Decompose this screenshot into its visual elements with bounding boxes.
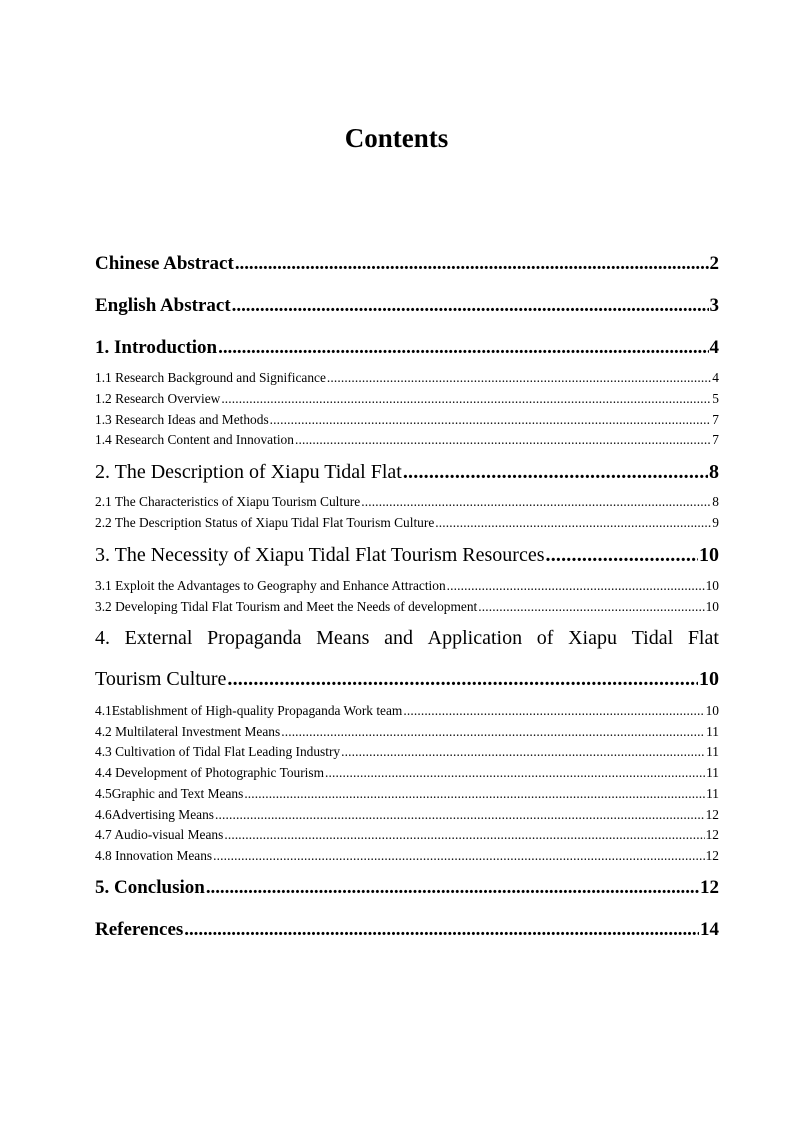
toc-entry-label: 2.1 The Characteristics of Xiapu Tourism Culture [95, 494, 361, 509]
toc-entry-page: 12 [705, 807, 719, 822]
toc-entry-english-abstract[interactable] [95, 294, 719, 318]
dot-leader [478, 598, 704, 616]
toc-entry-label: 4.2 Multilateral Investment Means [95, 724, 281, 739]
dot-leader [403, 459, 708, 485]
toc-entry-chinese-abstract[interactable] [95, 252, 719, 276]
toc-entry-conclusion[interactable] [95, 876, 719, 900]
dot-leader [403, 702, 704, 720]
dot-leader [447, 577, 705, 595]
dot-leader [213, 847, 704, 865]
toc-entry-page: 12 [705, 827, 719, 842]
toc-entry-label: 1.1 Research Background and Significance [95, 370, 326, 385]
toc-entry-page: 11 [706, 786, 719, 801]
toc-subentry-3-1[interactable] [95, 577, 719, 595]
toc-entry-label: 4.5Graphic and Text Means [95, 786, 244, 801]
dot-leader [435, 514, 711, 532]
toc-entry-label: 3.2 Developing Tidal Flat Tourism and Meet the Needs of development [95, 599, 478, 614]
toc-subentry-3-2[interactable] [95, 598, 719, 616]
toc-word: External [124, 627, 193, 649]
toc-entry-label: 5. Conclusion [95, 877, 205, 898]
toc-word: Propaganda [207, 627, 302, 649]
toc-entry-page: 11 [706, 744, 719, 759]
toc-entry-label: English Abstract [95, 295, 231, 316]
toc-entry-page: 12 [700, 877, 719, 898]
toc-entry-page: 9 [712, 515, 719, 530]
toc-entry-label: 2.2 The Description Status of Xiapu Tidal Flat Tourism Culture [95, 515, 435, 530]
toc-entry-label: 3. The Necessity of Xiapu Tidal Flat Tourism Resources [95, 544, 545, 566]
toc-word: Application [427, 627, 523, 649]
dot-leader [224, 826, 704, 844]
toc-entry-label: 4.6Advertising Means [95, 807, 215, 822]
toc-subentry-1-3[interactable] [95, 411, 719, 429]
toc-entry-label: References [95, 919, 184, 940]
toc-entry-page: 14 [700, 919, 719, 940]
toc-entry-label: 4.8 Innovation Means [95, 848, 213, 863]
toc-entry-label: 4.4 Development of Photographic Tourism [95, 765, 325, 780]
toc-entry-label: 4.7 Audio-visual Means [95, 827, 224, 842]
toc-subentry-4-7[interactable] [95, 826, 719, 844]
toc-entry-label: Chinese Abstract [95, 253, 234, 274]
dot-leader [325, 764, 705, 782]
toc-subentry-2-2[interactable] [95, 514, 719, 532]
toc-word: Means [316, 627, 370, 649]
toc-entry-page: 8 [712, 494, 719, 509]
dot-leader [295, 431, 711, 449]
dot-leader [232, 294, 709, 318]
dot-leader [327, 369, 711, 387]
toc-subentry-4-5[interactable] [95, 785, 719, 803]
toc-word: 4. [95, 627, 110, 649]
toc-entry-page: 10 [705, 599, 719, 614]
dot-leader [235, 252, 709, 276]
dot-leader [361, 493, 711, 511]
toc-entry-label: Tourism Culture [95, 668, 227, 690]
dot-leader [281, 723, 705, 741]
toc-entry-label: 1.3 Research Ideas and Methods [95, 412, 269, 427]
toc-entry-page: 7 [712, 432, 719, 447]
toc-subentry-4-4[interactable] [95, 764, 719, 782]
toc-subentry-4-8[interactable] [95, 847, 719, 865]
toc-entry-label: 1. Introduction [95, 337, 218, 358]
toc-word: Flat [687, 627, 719, 649]
dot-leader [218, 336, 708, 360]
dot-leader [215, 806, 705, 824]
toc-entry-label: 3.1 Exploit the Advantages to Geography and Enhance Attraction [95, 578, 446, 593]
toc-entry-label: 1.2 Research Overview [95, 391, 221, 406]
dot-leader [244, 785, 705, 803]
dot-leader [546, 542, 699, 568]
toc-entry-chapter-4-line1[interactable] [95, 625, 719, 651]
toc-entry-page: 10 [699, 668, 719, 690]
toc-entry-page: 11 [706, 724, 719, 739]
toc-entry-page: 10 [705, 578, 719, 593]
toc-subentry-4-1[interactable] [95, 702, 719, 720]
toc-entry-page: 7 [712, 412, 719, 427]
toc-entry-introduction[interactable] [95, 336, 719, 360]
dot-leader [221, 390, 711, 408]
toc-entry-references[interactable] [95, 918, 719, 942]
toc-word: Tidal [631, 627, 674, 649]
dot-leader [341, 743, 705, 761]
toc-entry-page: 12 [705, 848, 719, 863]
toc-subentry-4-6[interactable] [95, 806, 719, 824]
toc-entry-chapter-2[interactable] [95, 459, 719, 485]
toc-entry-page: 8 [709, 461, 719, 483]
toc-entry-label: 4.3 Cultivation of Tidal Flat Leading Industry [95, 744, 341, 759]
toc-entry-chapter-3[interactable] [95, 542, 719, 568]
toc-entry-page: 4 [712, 370, 719, 385]
toc-subentry-4-3[interactable] [95, 743, 719, 761]
dot-leader [206, 876, 699, 900]
toc-subentry-1-1[interactable] [95, 369, 719, 387]
toc-entry-label: 4.1Establishment of High-quality Propaganda Work team [95, 703, 403, 718]
dot-leader [270, 411, 712, 429]
toc-subentry-4-2[interactable] [95, 723, 719, 741]
toc-entry-label: 2. The Description of Xiapu Tidal Flat [95, 461, 402, 483]
toc-word: Xiapu [568, 627, 617, 649]
toc-word: and [384, 627, 414, 649]
toc-entry-page: 4 [709, 337, 719, 358]
toc-entry-page: 5 [712, 391, 719, 406]
toc-entry-page: 2 [709, 253, 719, 274]
toc-subentry-1-2[interactable] [95, 390, 719, 408]
toc-entry-page: 3 [709, 295, 719, 316]
toc-entry-label: 1.4 Research Content and Innovation [95, 432, 294, 447]
toc-entry-chapter-4-line2[interactable] [95, 666, 719, 692]
dot-leader [227, 666, 698, 692]
toc-entry-page: 11 [706, 765, 719, 780]
toc-word: of [536, 627, 554, 649]
toc-subentry-2-1[interactable] [95, 493, 719, 511]
page-title: Contents [344, 123, 449, 153]
dot-leader [184, 918, 699, 942]
toc-subentry-1-4[interactable] [95, 431, 719, 449]
toc-entry-page: 10 [699, 544, 719, 566]
toc-entry-page: 10 [705, 703, 719, 718]
